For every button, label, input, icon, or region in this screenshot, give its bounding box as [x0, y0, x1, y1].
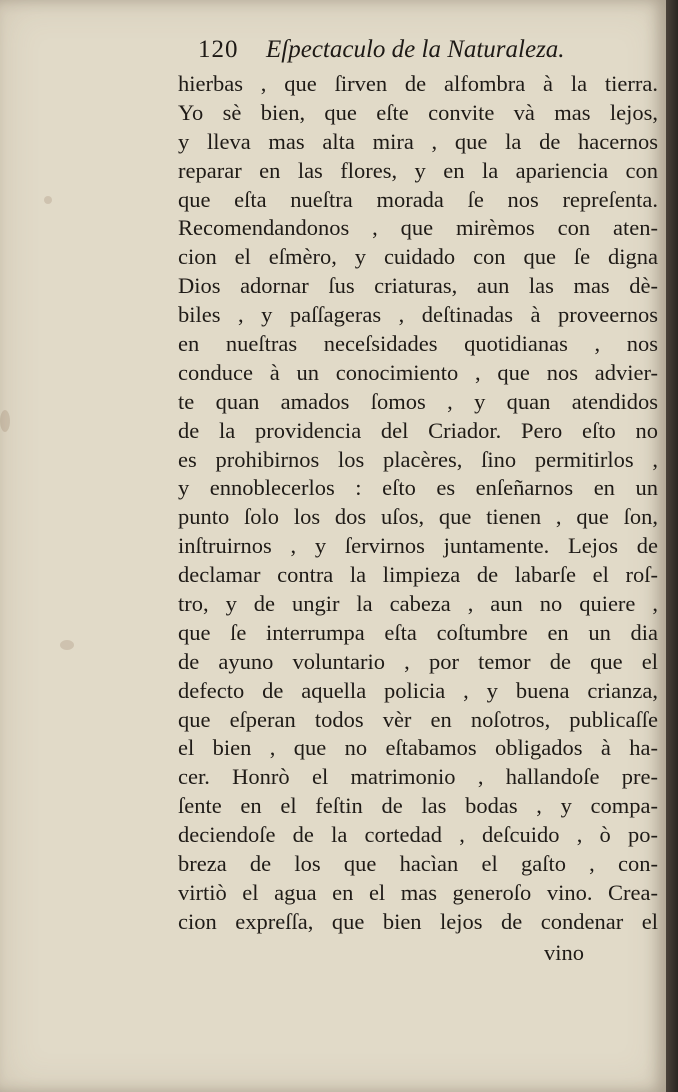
- text-line: que eſperan todos vèr en noſotros, publicaſſe: [178, 706, 658, 732]
- text-line: cion el eſmèro, y cuidado con que ſe digna: [178, 244, 658, 270]
- text-line: ſente en el feſtin de las bodas , y compa-: [178, 793, 658, 819]
- text-line: que ſe interrumpa eſta coſtumbre en un dia: [178, 619, 658, 645]
- text-line: inſtruirnos , y ſervirnos juntamente. Lejos de: [178, 533, 658, 559]
- text-line: hierbas , que ſirven de alfombra à la tierra.: [178, 71, 658, 96]
- page-header: [198, 36, 618, 70]
- text-line: deciendoſe de la cortedad , deſcuido , ò po-: [178, 822, 658, 848]
- foxing-spot: [0, 410, 10, 432]
- text-line: declamar contra la limpieza de labarſe el roſ-: [178, 562, 658, 588]
- text-line: virtiò el agua en el mas generoſo vino. Crea-: [178, 879, 658, 905]
- foxing-spot: [44, 196, 52, 204]
- text-line: Recomendandonos , que mirèmos con aten-: [178, 215, 658, 241]
- text-line: conduce à un conocimiento , que nos advier-: [178, 359, 658, 385]
- text-line: punto ſolo los dos uſos, que tienen , que ſon,: [178, 504, 658, 530]
- text-line: Yo sè bien, que eſte convite và mas lejos,: [178, 99, 658, 125]
- text-line: que eſta nueſtra morada ſe nos repreſenta.: [178, 186, 658, 212]
- text-line: de la providencia del Criador. Pero eſto no: [178, 417, 658, 443]
- text-line: reparar en las flores, y en la apariencia con: [178, 157, 658, 183]
- body-text: [178, 70, 658, 937]
- text-line: y ennoblecerlos : eſto es enſeñarnos en un: [178, 475, 658, 501]
- text-line: de ayuno voluntario , por temor de que el: [178, 648, 658, 674]
- foxing-spot: [60, 640, 74, 650]
- text-line: es prohibirnos los placères, ſino permitirlos ,: [178, 446, 658, 472]
- text-line: biles , y paſſageras , deſtinadas à proveernos: [178, 302, 658, 328]
- text-line: breza de los que hacìan el gaſto , con-: [178, 851, 658, 877]
- running-title: Eſpectaculo de la Naturaleza.: [266, 36, 565, 63]
- page-edge: [666, 0, 678, 1092]
- text-line: cion expreſſa, que bien lejos de condenar el: [178, 908, 658, 934]
- text-line: defecto de aquella policia , y buena crianza,: [178, 677, 658, 703]
- text-line: en nueſtras neceſsidades quotidianas , nos: [178, 331, 658, 357]
- text-line: y lleva mas alta mira , que la de hacernos: [178, 128, 658, 154]
- page-number: 120: [198, 36, 239, 63]
- catchword: vino: [543, 940, 584, 965]
- text-line: Dios adornar ſus criaturas, aun las mas dè-: [178, 273, 658, 299]
- text-line: el bien , que no eſtabamos obligados à ha-: [178, 735, 658, 761]
- text-line: cer. Honrò el matrimonio , hallandoſe pre-: [178, 764, 658, 790]
- text-line: tro, y de ungir la cabeza , aun no quiere ,: [178, 591, 658, 617]
- text-line: te quan amados ſomos , y quan atendidos: [178, 388, 658, 414]
